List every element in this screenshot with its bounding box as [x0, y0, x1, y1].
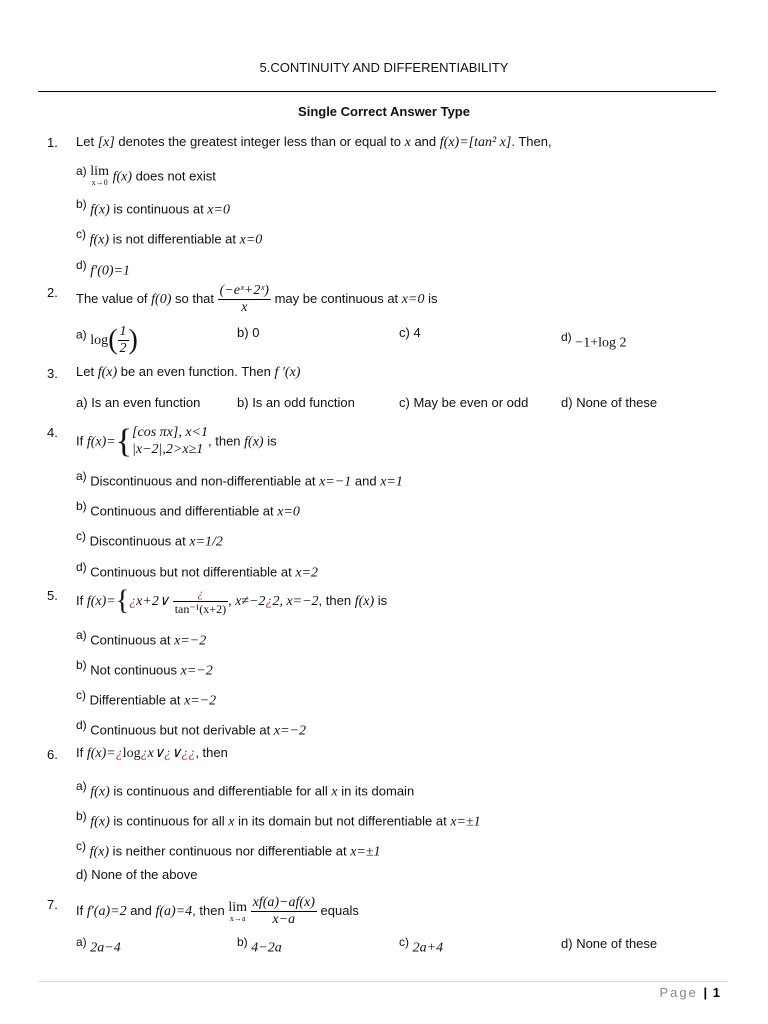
option-a[interactable]: a) Is an even function — [76, 395, 201, 410]
option-b[interactable]: b) Not continuous x=−2 — [76, 658, 213, 679]
question-number: 2. — [47, 285, 58, 300]
option-d[interactable]: d) −1+log 2 — [561, 330, 627, 351]
option-a[interactable]: a) log( $\frac{1}{2}$ ) — [76, 324, 138, 356]
section-title: Single Correct Answer Type — [298, 104, 470, 119]
option-a[interactable]: a) Discontinuous and non-differentiable at x=−1 and x=1 — [76, 469, 403, 490]
option-a[interactable]: a) lim x→0 f(x) does not exist — [76, 164, 216, 188]
option-b[interactable]: b) f(x) is continuous for all x in its domain but not differentiable at x=±1 — [76, 809, 481, 830]
page-footer — [660, 985, 721, 1000]
option-a[interactable]: a) Continuous at x=−2 — [76, 628, 207, 649]
page-number: 1 — [712, 985, 720, 1000]
option-b[interactable]: b) 4−2a — [237, 935, 282, 956]
option-d[interactable]: d) None of these — [561, 936, 658, 951]
question-stem: Let f(x) be an even function. Then f ′(x) — [76, 364, 301, 380]
question-stem: If f′(a)=2 and f(a)=4, then lim x→a $\frac{xf(a)-af(x)}{x-a}$ equals — [76, 895, 359, 927]
option-c[interactable]: c) May be even or odd — [399, 395, 529, 410]
footer-divider — [38, 981, 728, 982]
question-number: 1. — [47, 135, 58, 150]
option-a[interactable]: a) f(x) is continuous and differentiable for all x in its domain — [76, 779, 415, 800]
question-stem: If f(x)=¿log¿x∨¿∨¿¿, then — [76, 745, 228, 761]
option-d[interactable]: d) Continuous but not differentiable at x=2 — [76, 560, 318, 581]
option-d[interactable]: d) None of these — [561, 395, 658, 410]
option-c[interactable]: c) 2a+4 — [399, 935, 444, 956]
option-d[interactable]: d) None of the above — [76, 867, 198, 882]
option-d[interactable]: d) f′(0)=1 — [76, 258, 131, 279]
option-a[interactable]: a) 2a−4 — [76, 935, 121, 956]
page-separator: | — [703, 985, 708, 1000]
question-number: 6. — [47, 747, 58, 762]
question-stem: Let [x] denotes the greatest integer less than or equal to x and f(x)=[tan² x]. Then, — [76, 134, 552, 150]
option-c[interactable]: c) Differentiable at x=−2 — [76, 688, 217, 709]
question-number: 3. — [47, 366, 58, 381]
question-number: 4. — [47, 425, 58, 440]
chapter-title: 5.CONTINUITY AND DIFFERENTIABILITY — [259, 60, 509, 75]
option-b[interactable]: b) f(x) is continuous at x=0 — [76, 197, 230, 218]
option-c[interactable]: c) 4 — [399, 325, 421, 340]
question-stem: If f(x)={ [cos πx], x<1 |x−2|,2>x≥1 , then f(x) is — [76, 423, 277, 460]
option-c[interactable]: c) f(x) is neither continuous nor differentiable at x=±1 — [76, 839, 381, 860]
option-c[interactable]: c) Discontinuous at x=1/2 — [76, 529, 223, 550]
question-number: 5. — [47, 588, 58, 603]
header-divider — [38, 91, 716, 92]
option-b[interactable]: b) Is an odd function — [237, 395, 355, 410]
question-number: 7. — [47, 897, 58, 912]
page-word: Page — [659, 985, 698, 1000]
option-b[interactable]: b) 0 — [237, 325, 260, 340]
option-c[interactable]: c) f(x) is not differentiable at x=0 — [76, 227, 263, 248]
question-stem: The value of f(0) so that $\frac{\text{(−eˣ+2ˣ)}}{x}$ may be continuous at x=0 is — [76, 283, 438, 315]
option-b[interactable]: b) Continuous and differentiable at x=0 — [76, 499, 300, 520]
option-d[interactable]: d) Continuous but not derivable at x=−2 — [76, 718, 306, 739]
question-stem: If f(x)={¿x+2∨ $\frac{¿}{\text{tan⁻¹(x+2)}}$ , x≠−2¿2, x=−2, then f(x) is — [76, 585, 388, 617]
